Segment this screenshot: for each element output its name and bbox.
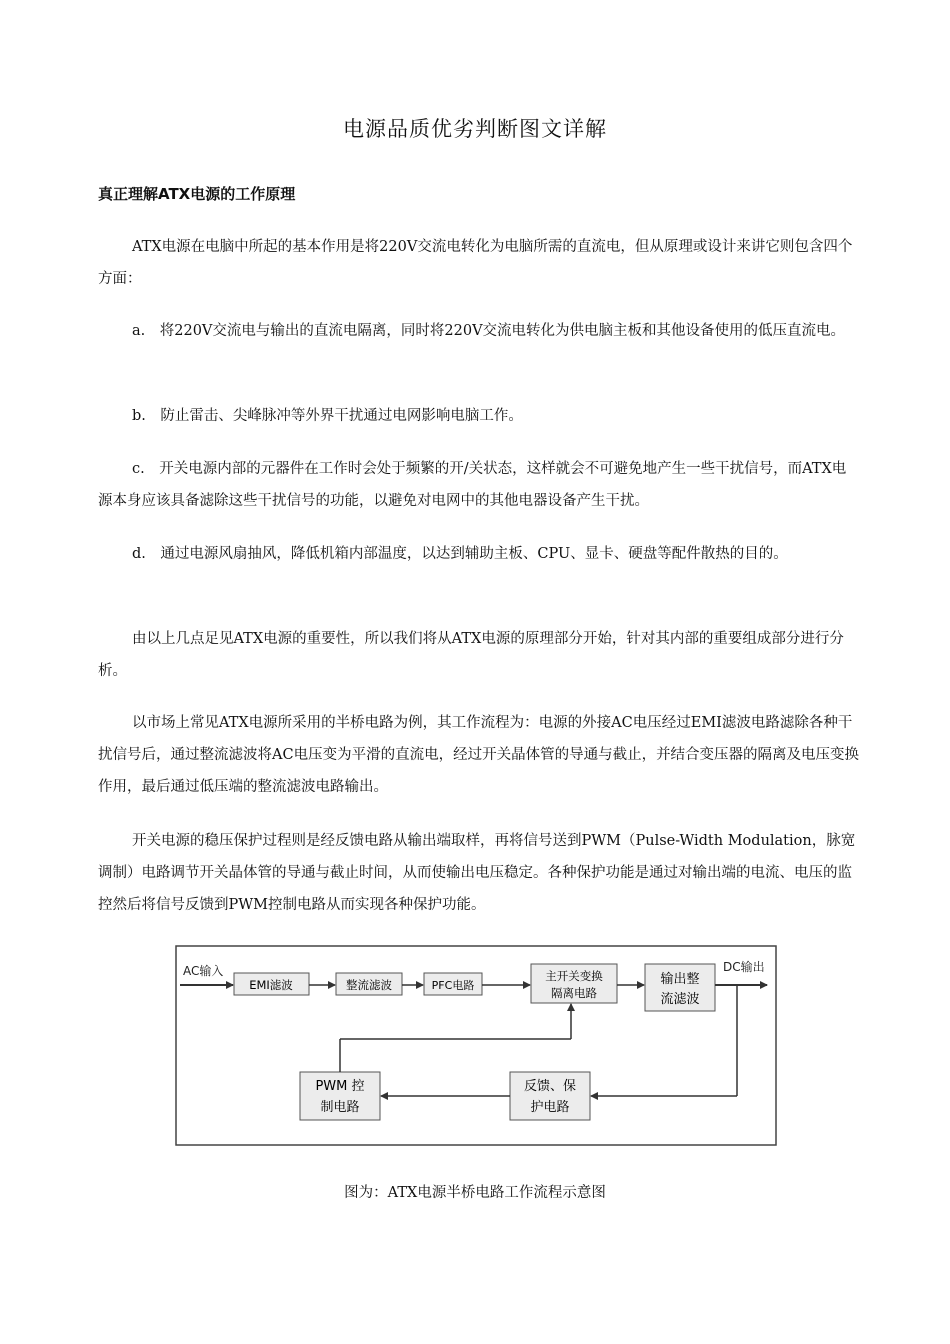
pwm-control-label-2: 制电路 xyxy=(320,1100,360,1115)
feedback-protection-label-2: 护电路 xyxy=(530,1100,570,1115)
section-heading: 真正理解ATX电源的工作原理 xyxy=(98,185,296,203)
paragraph-item-a: a. 将220V交流电与输出的直流电隔离，同时将220V交流电转化为供电脑主板和其他设备使用的低压直流电。 xyxy=(132,323,846,339)
switch-isolation-label-1: 主开关变换 xyxy=(545,969,603,983)
paragraph-item-b: b. 防止雷击、尖峰脉冲等外界干扰通过电网影响电脑工作。 xyxy=(132,408,523,424)
ac-input-label: AC输入 xyxy=(183,964,224,978)
flow-diagram xyxy=(175,945,778,1147)
figure-caption: 图为：ATX电源半桥电路工作流程示意图 xyxy=(344,1185,606,1201)
switch-isolation-label-2: 隔离电路 xyxy=(551,986,597,1000)
rectifier-label: 整流滤波 xyxy=(346,978,392,992)
paragraph-workflow: 以市场上常见ATX电源所采用的半桥电路为例，其工作流程为：电源的外接AC电压经过EMI滤波电路滤除各种干扰信号后，通过整流滤波将AC电压变为平滑的直流电，经过开关晶体管的导通与截止，并结合变压器的隔离及电压变换作用，最后通过低压端的整流滤波电路输出。 xyxy=(98,715,860,795)
paragraph-importance: 由以上几点足见ATX电源的重要性，所以我们将从ATX电源的原理部分开始，针对其内部的重要组成部分进行分析。 xyxy=(98,631,844,679)
dc-output-label: DC输出 xyxy=(723,960,765,974)
paragraph-item-d: d. 通过电源风扇抽风，降低机箱内部温度，以达到辅助主板、CPU、显卡、硬盘等配件散热的目的。 xyxy=(132,546,788,562)
pwm-control-label-1: PWM 控 xyxy=(315,1079,365,1094)
paragraph-item-c: c. 开关电源内部的元器件在工作时会处于频繁的开/关状态，这样就会不可避免地产生一些干扰信号，而ATX电源本身应该具备滤除这些干扰信号的功能，以避免对电网中的其他电器设备产生干扰。 xyxy=(98,461,847,509)
emi-filter-label: EMI滤波 xyxy=(249,978,293,992)
pfc-label: PFC电路 xyxy=(431,979,475,992)
paragraph-regulation: 开关电源的稳压保护过程则是经反馈电路从输出端取样，再将信号送到PWM（Pulse-Width Modulation，脉宽调制）电路调节开关晶体管的导通与截止时间，从而使输出电压稳定。各种保护功能是通过对输出端的电流、电压的监控然后将信号反馈到PWM控制电路从而实现各种保护功能。 xyxy=(98,833,856,913)
paragraph-intro: ATX电源在电脑中所起的基本作用是将220V交流电转化为电脑所需的直流电，但从原理或设计来讲它则包含四个方面： xyxy=(98,239,853,287)
output-filter-label-2: 流滤波 xyxy=(660,992,700,1007)
document-title: 电源品质优劣判断图文详解 xyxy=(343,117,607,141)
output-filter-label-1: 输出整 xyxy=(660,972,700,987)
feedback-protection-label-1: 反馈、保 xyxy=(523,1079,577,1094)
